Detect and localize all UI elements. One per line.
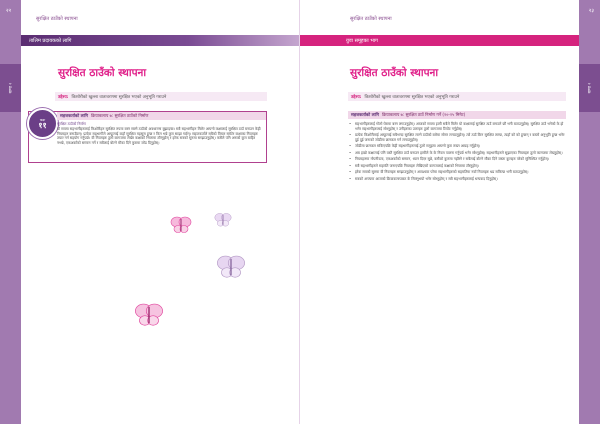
right-page-title: सुरक्षित ठाउँको स्थापना [350, 67, 439, 79]
right-section-band: युवा समूहका भाग [300, 35, 579, 46]
butterfly-icon [170, 216, 192, 234]
left-section-band: तालिम प्रदायकको लागि [21, 35, 300, 46]
right-running-head: सुरक्षित ठाउँको स्थापना [350, 16, 392, 22]
butterfly-icon [134, 302, 164, 328]
list-item: • प्रत्येक किशोरीलाई आफूलाई सबैभन्दा सुरक्षित लाग्ने ठाउँको बारेमा सोच्न लगाउनुहोस्। त्यो ठाउँ किन सुरक्षित लाग्छ, त्यहाँ को को हुन्छन् र कस्तो अनुभूति हुन्छ भनेर दुई दुई जनाको जोडीमा छलफल गर्न लगाउनुहोस्। [355, 133, 566, 142]
activity-head-label: सहजकर्ताको लागि [351, 112, 379, 117]
facilitator-box-head [57, 112, 266, 120]
facilitator-head-label: सहजकर्ताको लागि [60, 113, 88, 118]
list-item: • जोडीमा छलफल सकिएपछि केही सहभागीहरुलाई ठूलो समूहमा आफ्नो कुरा राख्न आग्रह गर्नुहोस्। [355, 144, 566, 149]
activity-head [348, 111, 566, 119]
list-item: • सबै सहभागीहरुले सहमति जनाएपछि नियमहरु लेखिएको कागजलाई कक्षाको भित्तामा टाँस्नुहोस्। [355, 164, 566, 169]
facilitator-subhead: सुरक्षित ठाउँको निर्माण [57, 122, 87, 126]
right-objective-label: उद्देश्य: [351, 94, 362, 100]
activity-steps-list [348, 122, 566, 183]
butterfly-icon [214, 212, 232, 228]
left-objective-bar [55, 92, 267, 101]
facilitator-box [28, 111, 267, 163]
right-objective-bar [348, 92, 566, 101]
left-page-number: २२ [6, 8, 12, 14]
list-item: • नियमहरुमा गोपनीयता, एकअर्काको सम्मान, ध्यान दिएर सुन्ने, कसैको कुरामा नहाँस्ने र सबैलाई बोल्ने मौका दिने जस्ता कुराहरु परेको सुनिश्चित गर्नुहोस्। [355, 157, 566, 162]
facilitator-box-body [57, 122, 263, 145]
list-item: • सहभागीहरुलाई गोलो घेरामा बस्न लगाउनुहोस्। आजको सत्रमा हामी सबैले मिलेर यो कक्षालाई सुरक्षित ठाउँ बनाउने छौं भनी बताउनुहोस्। सुरक्षित ठाउँ भनेको के हो भनेर सहभागीहरुलाई सोध्नुहोस् र उनीहरुका उत्तरहरु ठूलो कागजमा टिपोट गर्नुहोस्। [355, 122, 566, 131]
left-objective-label: उद्देश्य: [58, 94, 69, 100]
facilitator-head-text: क्रियाकलाप ७: सुरक्षित ठाउँको निर्माण [90, 113, 149, 118]
class-badge-number: ११ [38, 120, 47, 130]
list-item: • हरेक सत्रको सुरुमा यी नियमहरु सम्झाउनुहोस् र आवश्यक परेमा सहभागीहरुको सहमतिमा नयाँ नियमहरु थप्न सकिन्छ भनी बताउनुहोस्। [355, 170, 566, 175]
list-item: • सत्रको अन्त्यमा आजको क्रियाकलापबाट के सिक्नुभयो भनेर सोध्नुहोस् र सबै सहभागीहरुलाई धन्यवाद दिनुहोस्। [355, 177, 566, 182]
activity-head-text: क्रियाकलाप ७: सुरक्षित ठाउँ निर्माण गर्ने (२०-२५ मिनेट) [381, 112, 466, 117]
class-badge-label: कक्षा [39, 117, 46, 122]
list-item: • अब हाम्रो कक्षालाई पनि यस्तै सुरक्षित ठाउँ बनाउन हामीले के के नियम पालना गर्नुपर्छ भनेर सोध्नुहोस्। सहभागीहरुले सुझाएका नियमहरु ठूलो कागजमा लेख्नुहोस्। [355, 151, 566, 156]
class-badge [27, 108, 58, 139]
right-page-number: २३ [588, 8, 594, 14]
left-running-head: सुरक्षित ठाउँको स्थापना [36, 16, 78, 22]
left-side-tab [0, 64, 21, 112]
left-page-title: सुरक्षित ठाउँको स्थापना [58, 67, 147, 79]
left-objective-text: किशोरीको खुल्ला वातावरणमा सुरक्षित भएको अनुभूति गराउने [71, 94, 167, 100]
left-side-tab-label: खण्ड २ [7, 82, 13, 94]
butterfly-icon [216, 254, 246, 280]
right-side-tab-label: खण्ड २ [586, 82, 592, 94]
right-objective-text: किशोरीको खुल्ला वातावरणमा सुरक्षित भएको अनुभूति गराउने [364, 94, 460, 100]
right-side-tab [579, 64, 600, 112]
right-page [300, 0, 600, 424]
facilitator-body-text: यो सत्रमा सहभागीहरुलाई किशोरीहरु सुरक्षित रुपमा बस्न सक्ने ठाउँको अवधारणा बुझाइन्छ। सबै सहभागीहरु मिलेर आफ्नो कक्षालाई सुरक्षित ठाउँ बनाउन केही नियमहरु बनाउँछन्। प्रत्येक सहभागीले आफूलाई कहाँ सुरक्षित महसुस हुन्छ र किन भन्ने कुरा साझा गर्छन्। सहजकर्ताले सबैको विचार समेटेर कक्षाका नियमहरु तयार गर्न सहयोग गर्नुपर्छ। यी नियमहरु ठूलो कागजमा लेखेर कक्षाको भित्तामा टाँस्नुहोस् र हरेक सत्रको सुरुमा सम्झाउनुहोस्। कसैले पनि अरुको कुरा बाहिर नभन्ने, एकअर्काको सम्मान गर्ने र सबैलाई बोल्ने मौका दिने कुरामा जोड दिनुहोस्। [57, 127, 261, 145]
